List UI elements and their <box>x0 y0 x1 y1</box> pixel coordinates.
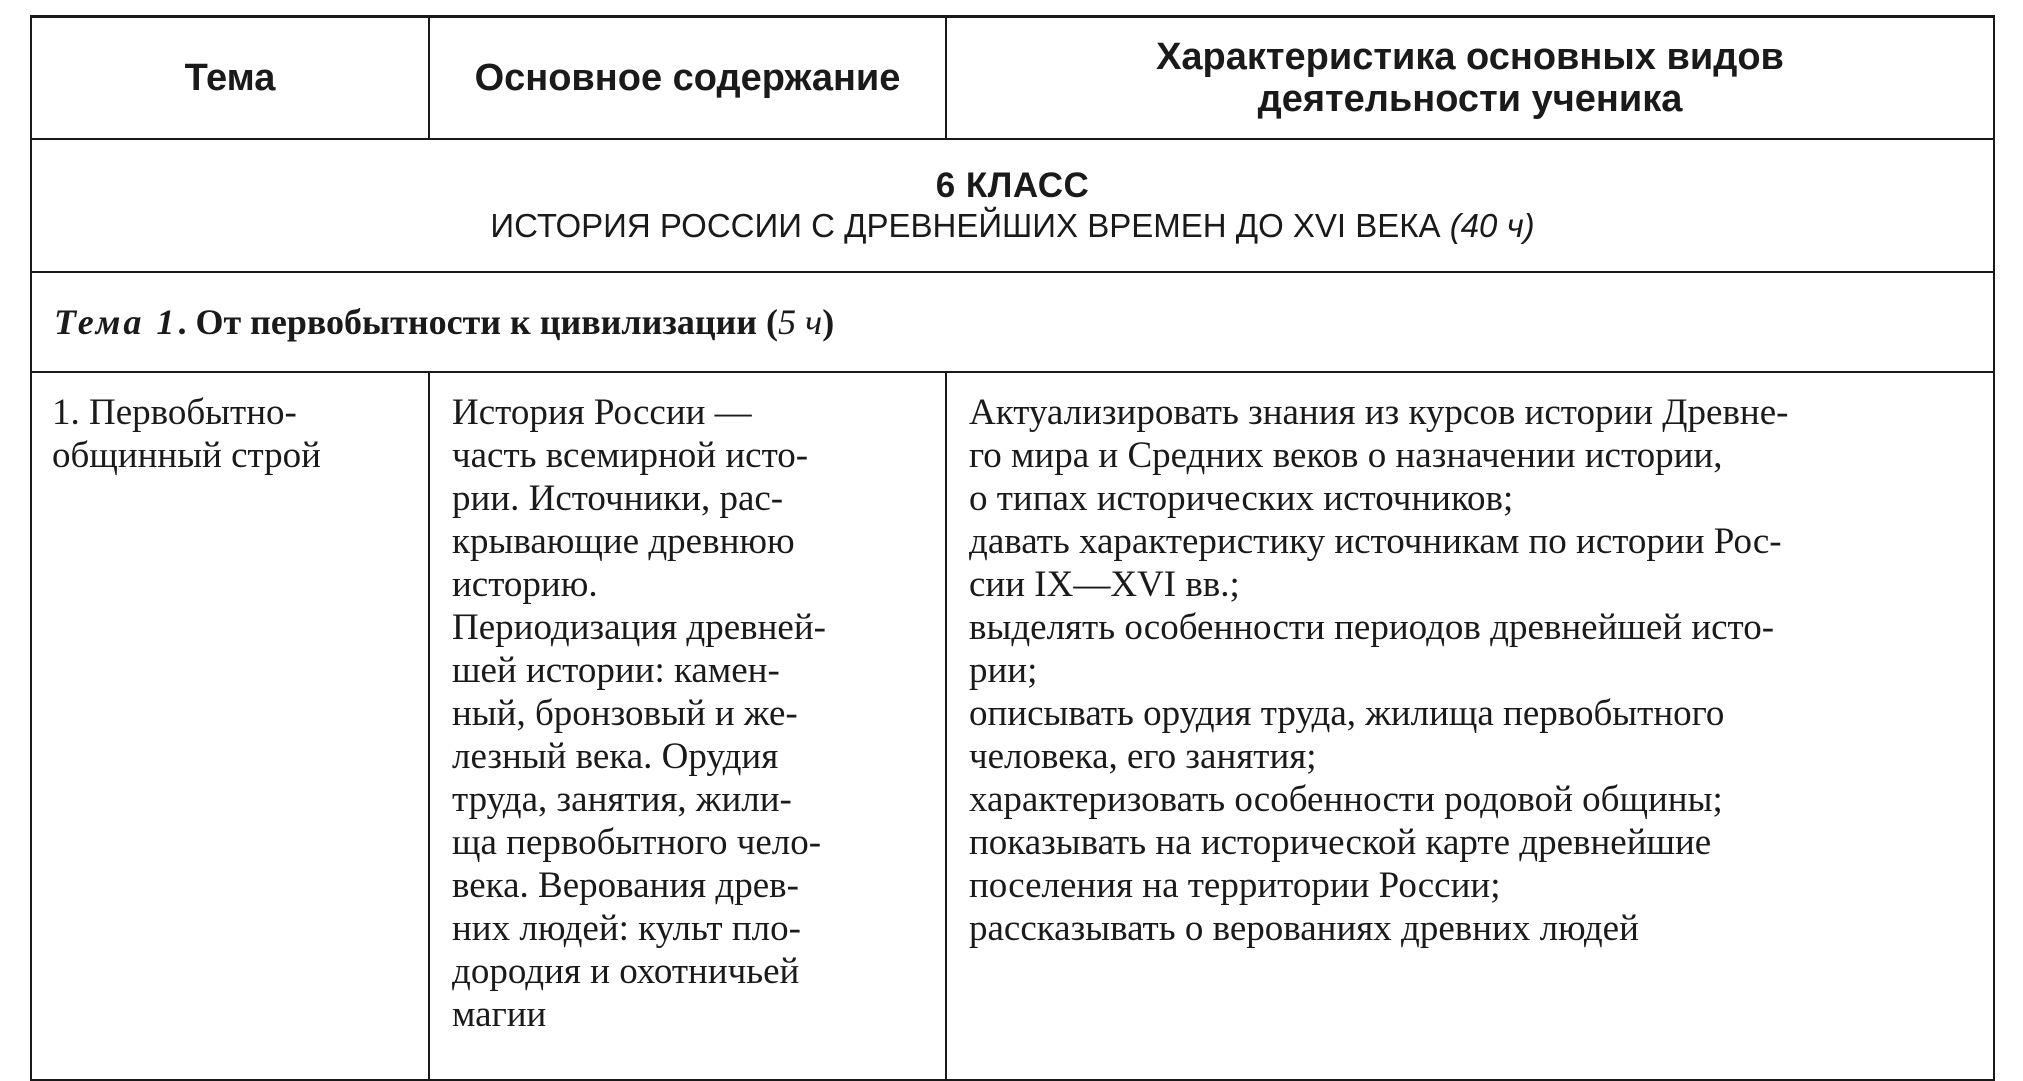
lesson-activities-cell <box>946 372 1994 1080</box>
content-line: них людей: культ пло- <box>452 908 801 949</box>
activity-line: го мира и Средних веков о назначении истории, <box>969 435 1723 476</box>
content-line: ный, бронзовый и же- <box>452 693 798 734</box>
content-line: века. Верования древ- <box>452 865 799 906</box>
activity-line: описывать орудия труда, жилища первобытного <box>969 693 1725 734</box>
grade-row <box>31 139 1994 272</box>
header-activities-line2: деятельности ученика <box>1257 78 1683 120</box>
header-content <box>429 17 946 140</box>
activity-line: давать характеристику источникам по истории Рос- <box>969 521 1782 562</box>
topic-row <box>31 272 1994 372</box>
grade-subtitle <box>32 206 1993 246</box>
header-content-label: Основное содержание <box>474 57 901 99</box>
theme-line: 1. Первобытно- <box>52 392 297 433</box>
activity-line: поселения на территории России; <box>969 865 1501 906</box>
content-line: крывающие древнюю <box>452 521 795 562</box>
curriculum-table <box>30 15 1995 1081</box>
header-theme-label: Тема <box>184 57 276 99</box>
content-line: лезный века. Орудия <box>452 736 779 777</box>
content-line: дородия и охотничьей <box>452 951 800 992</box>
theme-line: общинный строй <box>52 435 321 476</box>
content-line: часть всемирной исто- <box>452 435 809 476</box>
activity-line: о типах исторических источников; <box>969 478 1514 519</box>
activity-line: сии IX—XVI вв.; <box>969 564 1240 605</box>
content-line: магии <box>452 994 547 1035</box>
activity-line: рассказывать о верованиях древних людей <box>969 908 1639 949</box>
content-line: шей истории: камен- <box>452 650 780 691</box>
topic-hours: 5 ч <box>778 302 823 342</box>
header-row <box>31 17 1994 140</box>
header-activities-label <box>947 36 1993 120</box>
topic-cell <box>31 272 1994 372</box>
topic-close: ) <box>822 302 835 342</box>
lesson-row <box>31 372 1994 1080</box>
activity-line: рии; <box>969 650 1038 691</box>
grade-cell <box>31 139 1994 272</box>
content-line: историю. <box>452 564 598 605</box>
course-title: ИСТОРИЯ РОССИИ С ДРЕВНЕЙШИХ ВРЕМЕН ДО XVI ВЕКА <box>490 206 1441 244</box>
activity-line: Актуализировать знания из курсов истории Древне- <box>969 392 1789 433</box>
topic-label: Тема 1 <box>54 302 178 342</box>
header-theme <box>31 17 429 140</box>
header-activities-line1: Характеристика основных видов <box>1156 36 1784 78</box>
course-hours: (40 ч) <box>1449 206 1535 244</box>
header-activities <box>946 17 1994 140</box>
content-line: История России — <box>452 392 752 433</box>
content-line: Периодизация древней- <box>452 607 826 648</box>
lesson-content-cell <box>429 372 946 1080</box>
content-line: ща первобытного чело- <box>452 822 822 863</box>
activity-line: человека, его занятия; <box>969 736 1317 777</box>
content-line: труда, занятия, жили- <box>452 779 792 820</box>
activity-line: выделять особенности периодов древнейшей исто- <box>969 607 1775 648</box>
activity-line: показывать на исторической карте древнейшие <box>969 822 1712 863</box>
grade-title: 6 КЛАСС <box>935 165 1090 205</box>
content-line: рии. Источники, рас- <box>452 478 784 519</box>
activity-line: характеризовать особенности родовой общины; <box>969 779 1723 820</box>
topic-title: . От первобытности к цивилизации ( <box>177 302 779 342</box>
lesson-theme-cell <box>31 372 429 1080</box>
